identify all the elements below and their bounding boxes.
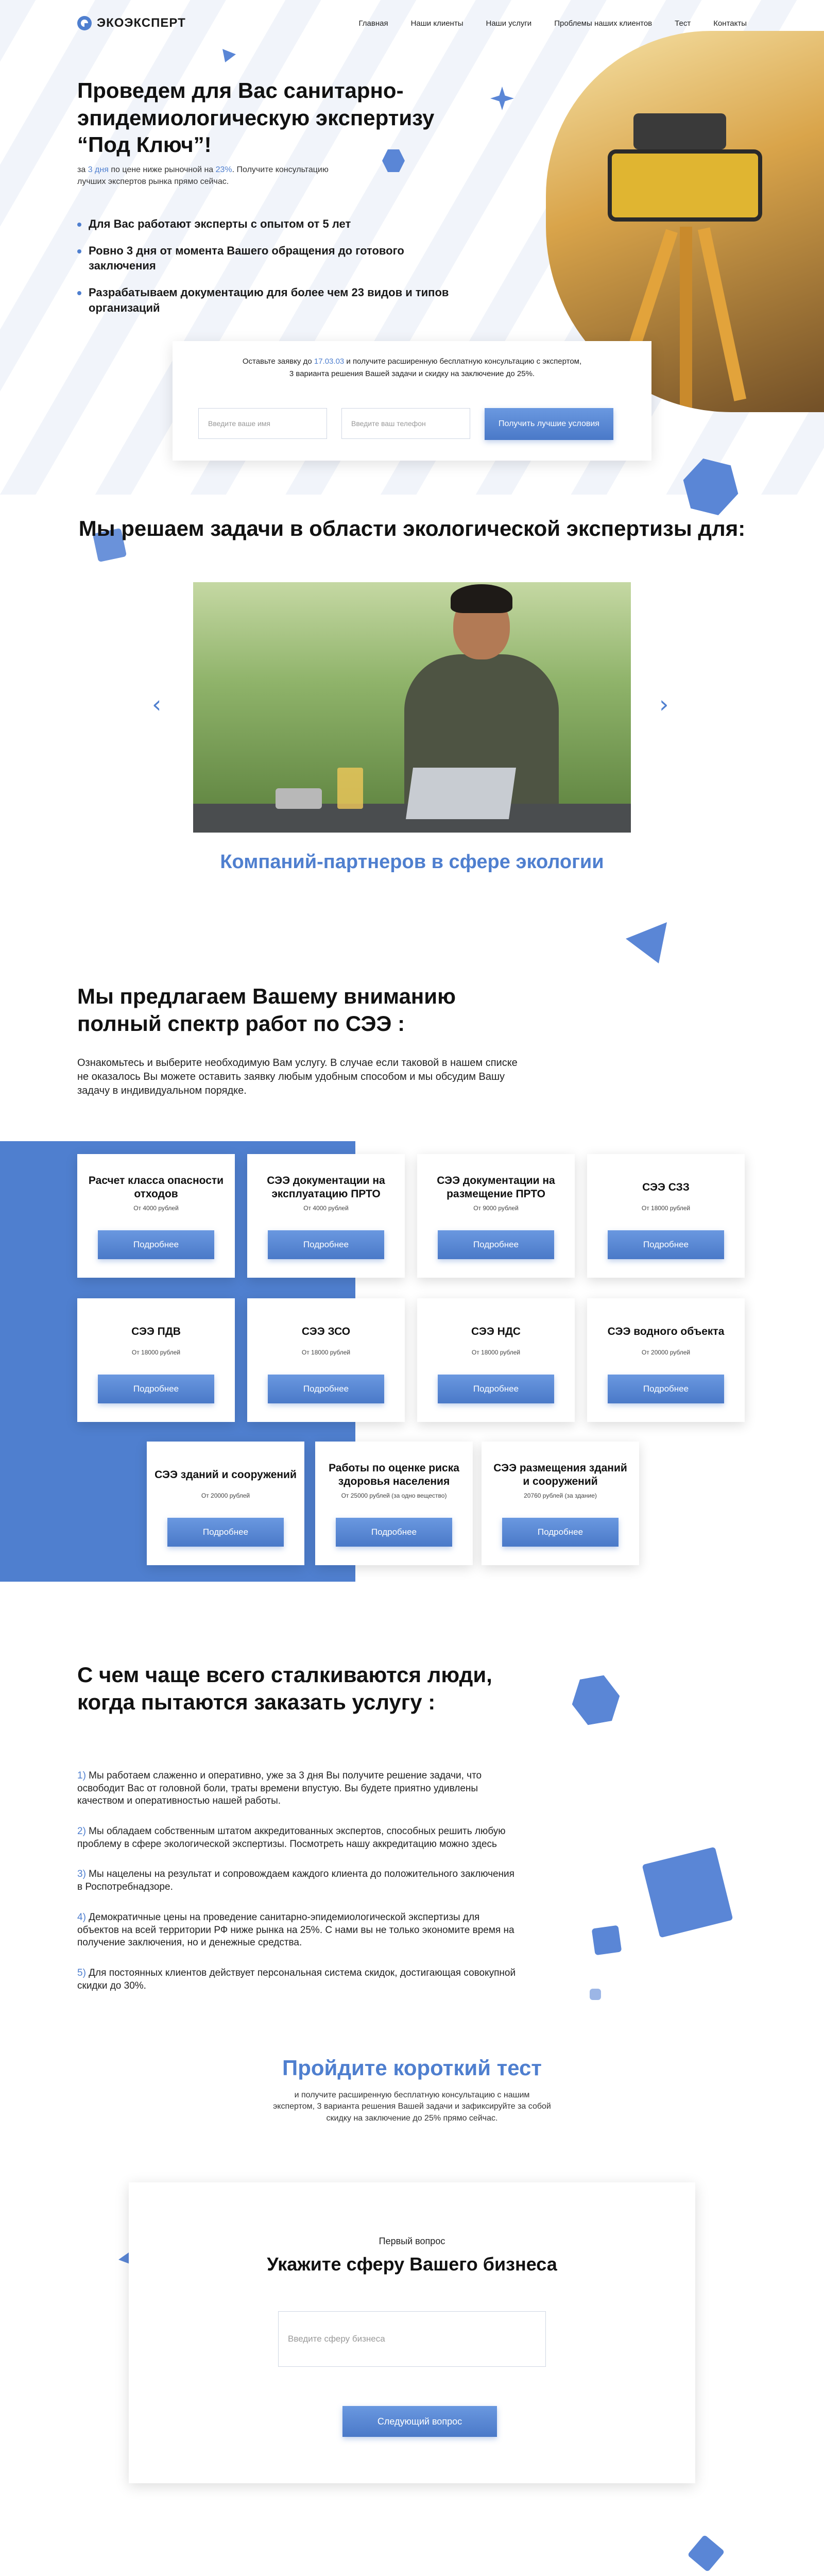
reason-number: 5) bbox=[77, 1967, 86, 1978]
service-more-button[interactable]: Подробнее bbox=[167, 1518, 284, 1547]
photo-person-hair bbox=[451, 584, 512, 613]
hero-bullets bbox=[77, 216, 469, 327]
photo-glass bbox=[337, 768, 363, 809]
service-card-title: СЭЭ водного объекта bbox=[607, 1325, 725, 1337]
photo-laptop bbox=[406, 768, 516, 819]
service-card-title: СЭЭ документации на эксплуатацию ПРТО bbox=[267, 1174, 385, 1200]
service-card bbox=[247, 1298, 405, 1422]
service-card-title: СЭЭ НДС bbox=[471, 1325, 521, 1337]
service-card-price: От 18000 рублей bbox=[641, 1205, 691, 1212]
services-title: Мы предлагаем Вашему вниманию полный спектр работ по СЭЭ : bbox=[77, 984, 456, 1036]
service-more-button[interactable]: Подробнее bbox=[268, 1375, 384, 1403]
service-card bbox=[247, 1154, 405, 1278]
service-card-title: СЭЭ зданий и сооружений bbox=[154, 1468, 297, 1481]
service-more-button[interactable]: Подробнее bbox=[608, 1230, 724, 1259]
name-input[interactable] bbox=[198, 408, 327, 439]
service-card bbox=[587, 1298, 745, 1422]
service-more-button[interactable]: Подробнее bbox=[438, 1375, 554, 1403]
service-more-button[interactable]: Подробнее bbox=[98, 1375, 214, 1403]
next-question-button[interactable]: Следующий вопрос bbox=[342, 2406, 497, 2437]
logo[interactable] bbox=[77, 16, 186, 30]
reason-item bbox=[77, 1770, 520, 1808]
service-card-title: СЭЭ ЗСО bbox=[301, 1325, 351, 1337]
reason-number: 3) bbox=[77, 1869, 86, 1880]
service-card-title: СЭЭ ПДВ bbox=[131, 1325, 181, 1337]
carousel-prev-arrow-icon[interactable]: ‹ bbox=[152, 690, 162, 718]
service-card-price: 20760 рублей (за здание) bbox=[524, 1492, 597, 1499]
reason-item bbox=[77, 1868, 520, 1893]
lead-form-text bbox=[198, 355, 626, 380]
hero-sub-mid: по цене ниже рыночной на bbox=[108, 165, 216, 174]
theodolite-eyepiece bbox=[633, 113, 726, 149]
service-more-button[interactable]: Подробнее bbox=[608, 1375, 724, 1403]
service-card-price: От 4000 рублей bbox=[303, 1205, 349, 1212]
service-card-price: От 18000 рублей bbox=[301, 1349, 351, 1356]
quiz-card bbox=[129, 2182, 695, 2483]
lead-form bbox=[173, 341, 651, 461]
service-card bbox=[417, 1154, 575, 1278]
hero-subtitle bbox=[77, 164, 345, 188]
tasks-title: Мы решаем задачи в области экологической экспертизы для: bbox=[78, 516, 746, 540]
lead-deadline: 17.03.03 bbox=[314, 357, 345, 366]
triangle-decoration bbox=[626, 922, 667, 963]
service-card-price: От 18000 рублей bbox=[471, 1349, 521, 1356]
hero-bullet: Разрабатываем документацию для более чем 23 видов и типов организаций bbox=[77, 285, 469, 315]
lead-text-b: и получите расширенную бесплатную консультацию с экспертом, bbox=[344, 357, 582, 366]
reason-text: Демократичные цены на проведение санитарно-эпидемиологической экспертизы для объектов на всей территории РФ ниже рынка на 25%. С нами вы не только экономите время на получение заключения, но и денежные средства. bbox=[77, 1911, 514, 1948]
service-card-price: От 4000 рублей bbox=[133, 1205, 179, 1212]
service-card-price: От 20000 рублей bbox=[641, 1349, 691, 1356]
service-card bbox=[482, 1442, 639, 1565]
reason-number: 1) bbox=[77, 1770, 86, 1781]
reason-item bbox=[77, 1911, 520, 1950]
service-card bbox=[77, 1154, 235, 1278]
service-card-price: От 20000 рублей bbox=[201, 1492, 250, 1499]
hero-sub-prefix: за bbox=[77, 165, 88, 174]
service-card-price: От 18000 рублей bbox=[131, 1349, 181, 1356]
carousel-caption: Компаний-партнеров в сфере экологии bbox=[220, 851, 604, 873]
square-decoration bbox=[590, 1989, 601, 2000]
reason-text: Мы обладаем собственным штатом аккредитованных экспертов, способных решить любую проблему в сфере экологической экспертизы. Посмотреть нашу аккредитацию можно здесь bbox=[77, 1826, 506, 1850]
service-more-button[interactable]: Подробнее bbox=[502, 1518, 619, 1547]
service-card-price: От 9000 рублей bbox=[473, 1205, 519, 1212]
reason-number: 4) bbox=[77, 1911, 86, 1923]
service-card bbox=[315, 1442, 473, 1565]
photo-plant-pot bbox=[276, 788, 322, 809]
hero-sub-pct: 23% bbox=[215, 165, 232, 174]
quiz-title: Пройдите короткий тест bbox=[282, 2056, 542, 2080]
nav-home[interactable]: Главная bbox=[358, 19, 388, 28]
service-card bbox=[77, 1298, 235, 1422]
hero-sub-suffix: . Получите консультацию лучших экспертов рынка прямо сейчас. bbox=[77, 165, 329, 187]
service-card bbox=[587, 1154, 745, 1278]
carousel-next-arrow-icon[interactable]: › bbox=[659, 690, 669, 718]
hex-decoration bbox=[568, 1673, 624, 1727]
nav-clients[interactable]: Наши клиенты bbox=[410, 19, 464, 28]
service-card-title: СЭЭ документации на размещение ПРТО bbox=[437, 1174, 555, 1200]
nav-test[interactable]: Тест bbox=[675, 19, 691, 28]
square-decoration bbox=[687, 2534, 725, 2572]
logo-icon bbox=[77, 16, 92, 30]
service-more-button[interactable]: Подробнее bbox=[268, 1230, 384, 1259]
reason-number: 2) bbox=[77, 1826, 86, 1837]
reason-item bbox=[77, 1967, 520, 1992]
get-best-offer-button[interactable]: Получить лучшие условия bbox=[485, 408, 613, 440]
main-nav bbox=[359, 19, 747, 28]
service-card-price: От 25000 рублей (за одно вещество) bbox=[341, 1492, 447, 1499]
hero-sub-days: 3 дня bbox=[88, 165, 109, 174]
square-decoration bbox=[650, 1875, 661, 1887]
services-text: Ознакомьтесь и выберите необходимую Вам услугу. В случае если таковой в нашем списке не оказалось Вы можете оставить заявку любым удобным способом и мы обсудим Вашу задачу в индивидуальном порядке. bbox=[77, 1057, 518, 1096]
quiz-question-label: Первый вопрос bbox=[379, 2236, 445, 2246]
square-decoration bbox=[592, 1925, 622, 1956]
business-sphere-input[interactable] bbox=[278, 2311, 546, 2367]
service-card bbox=[147, 1442, 304, 1565]
nav-services[interactable]: Наши услуги bbox=[486, 19, 532, 28]
reason-text: Мы работаем слаженно и оперативно, уже за 3 дня Вы получите решение задачи, что освободит Вас от головной боли, траты времени впустую. Вы будете приятно удивлены качеством и оперативностью нашей работы. bbox=[77, 1770, 482, 1807]
service-card bbox=[417, 1298, 575, 1422]
reasons-title: С чем чаще всего сталкиваются люди, когда пытаются заказать услугу : bbox=[77, 1663, 492, 1714]
quiz-subtitle: и получите расширенную бесплатную консультацию с нашим экспертом, 3 варианта решения Вашей задачи и зафиксируйте за собой скидку на заключение до 25% прямо сейчас. bbox=[273, 2091, 551, 2123]
carousel-image bbox=[193, 582, 631, 833]
service-card-title: Расчет класса опасности отходов bbox=[88, 1174, 224, 1200]
service-more-button[interactable]: Подробнее bbox=[98, 1230, 214, 1259]
theodolite-body bbox=[608, 149, 762, 222]
lead-text-c: 3 варианта решения Вашей задачи и скидку на заключение до 25%. bbox=[289, 369, 535, 378]
service-card-title: Работы по оценке риска здоровья населения bbox=[329, 1462, 459, 1487]
service-card-title: СЭЭ размещения зданий и сооружений bbox=[493, 1462, 627, 1487]
square-decoration bbox=[642, 1847, 733, 1938]
reason-text: Для постоянных клиентов действует персональная система скидок, достигающая совокупной скидки до 30%. bbox=[77, 1967, 516, 1991]
hero-bullet: Ровно 3 дня от момента Вашего обращения до готового заключения bbox=[77, 243, 469, 274]
reason-item bbox=[77, 1825, 520, 1851]
site-header bbox=[0, 0, 824, 46]
quiz-question: Укажите сферу Вашего бизнеса bbox=[267, 2253, 557, 2275]
hero-title: Проведем для Вас санитарно-эпидемиологическую экспертизу “Под Ключ”! bbox=[77, 78, 435, 157]
tripod-leg bbox=[680, 227, 692, 412]
tripod-leg bbox=[698, 227, 746, 401]
phone-input[interactable] bbox=[341, 408, 470, 439]
service-card-title: СЭЭ СЗЗ bbox=[642, 1181, 690, 1193]
nav-contacts[interactable]: Контакты bbox=[713, 19, 747, 28]
nav-problems[interactable]: Проблемы наших клиентов bbox=[554, 19, 653, 28]
hero-bullet: Для Вас работают эксперты с опытом от 5 лет bbox=[77, 216, 469, 232]
reason-text: Мы нацелены на результат и сопровождаем каждого клиента до положительного заключения в Роспотребнадзоре. bbox=[77, 1869, 514, 1893]
reasons-list bbox=[77, 1770, 520, 2010]
service-more-button[interactable]: Подробнее bbox=[336, 1518, 452, 1547]
service-more-button[interactable]: Подробнее bbox=[438, 1230, 554, 1259]
logo-text: ЭКОЭКСПЕРТ bbox=[97, 16, 186, 30]
lead-form-row bbox=[198, 408, 626, 440]
lead-text-a: Оставьте заявку до bbox=[242, 357, 314, 366]
